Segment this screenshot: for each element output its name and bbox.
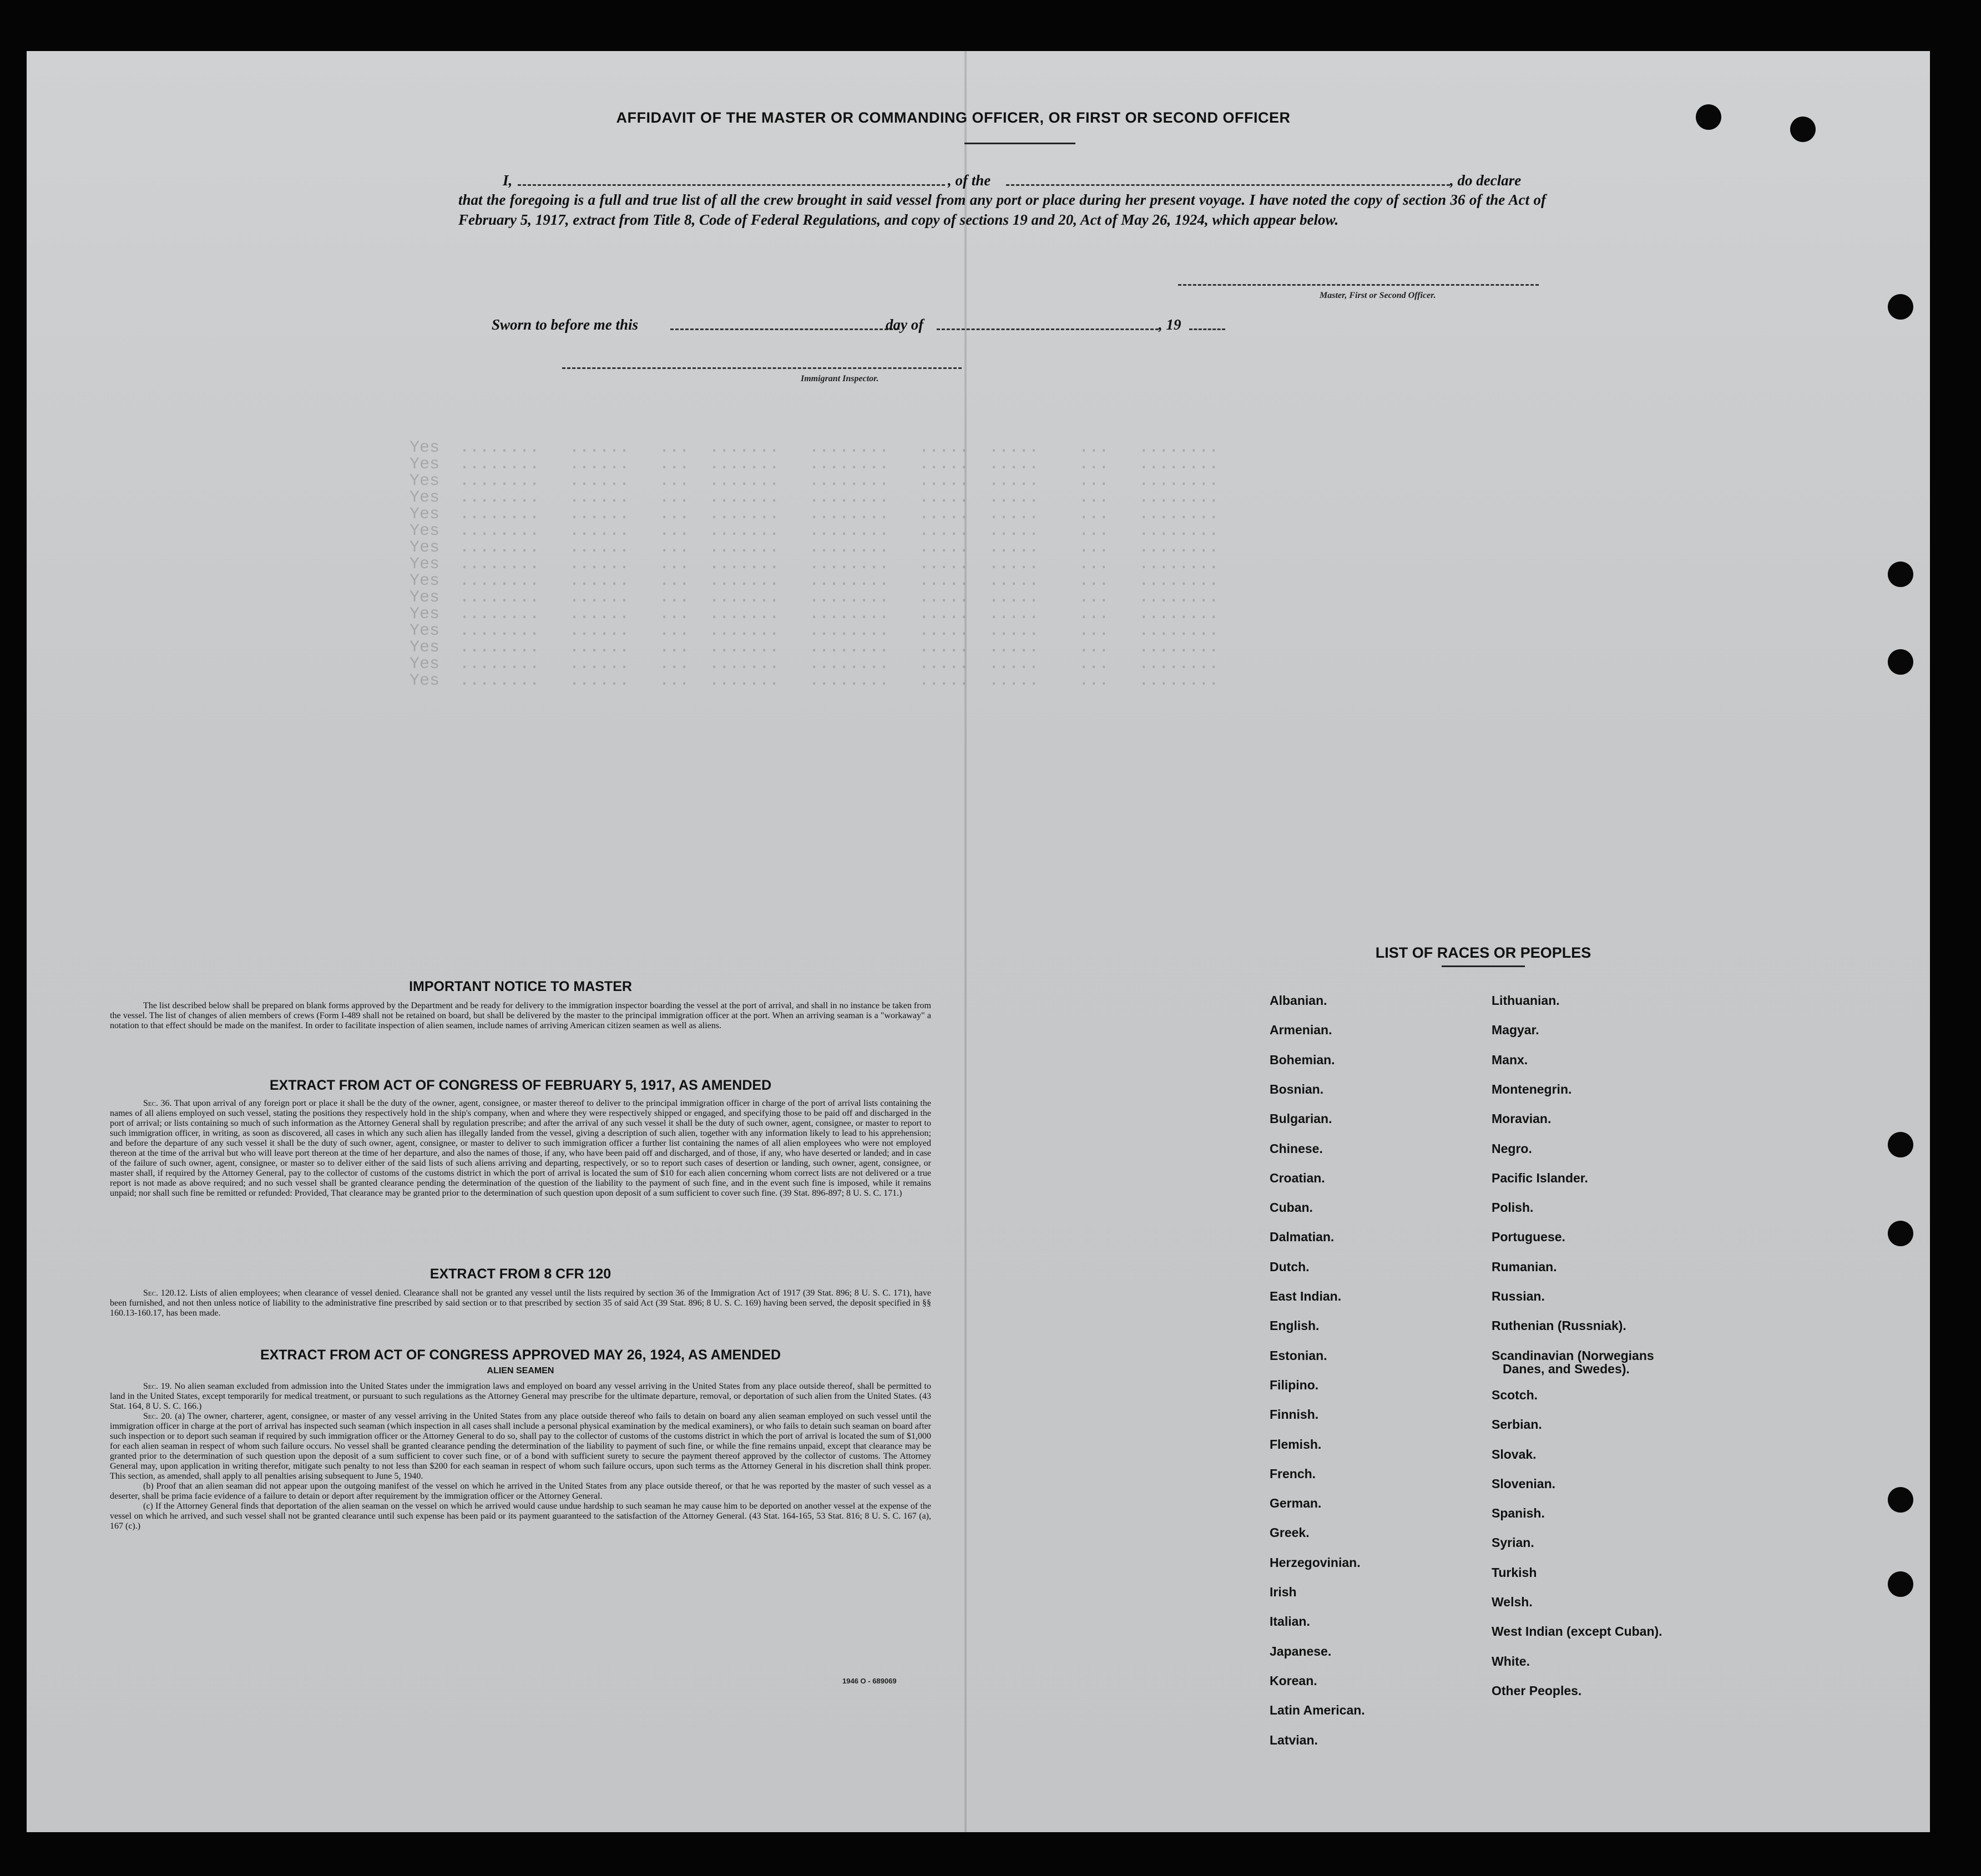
race-item: Slovenian. bbox=[1492, 1476, 1556, 1491]
affidavit-declare: , do declare bbox=[1450, 172, 1522, 189]
races-title-underline bbox=[1442, 965, 1525, 967]
race-item: Bosnian. bbox=[1270, 1081, 1324, 1096]
punch-hole bbox=[1888, 1221, 1913, 1246]
bleed-through-text: Yes ........ ...... ... ....... ........ ..... ..... ... ........ Yes ........ ...... ... ....... ........ ..... ..... ... ........ Yes ........ ...... ... ....... ........ ..... ..... ... ........ Yes ........ ...... ... ....... ........ ..... ..... ... ........ Yes ........ ...... ... ....... ........ ..... ..... ... ........ Yes ........ ...... ... ....... ........ ..... ..... ... ........ Yes ........ ...... ... ....... ........ ..... ..... ... ........ Yes ........ ...... ... ....... ........ ..... ..... ... ........ Yes ........ ...... ... ....... ........ ..... ..... ... ........ Yes ........ ...... ... ....... ........ ..... ..... ... ........ Yes ........ ...... ... ....... ........ ..... ..... ... ........ Yes ........ ...... ... ....... ........ ..... ..... ... ........ Yes ........ ...... ... ....... ........ ..... ..... ... ........ Yes ........ ...... ... ....... ........ ..... ..... ... ........ Yes ........ ...... ... ....... ........ ..... ..... ... ........ bbox=[410, 438, 1219, 690]
race-item: Magyar. bbox=[1492, 1023, 1539, 1038]
race-item: Scandinavian (Norwegians bbox=[1492, 1348, 1654, 1363]
extract2-section bbox=[110, 1288, 931, 1318]
affidavit-of-the: , of the bbox=[948, 172, 991, 189]
race-item: Moravian. bbox=[1492, 1111, 1552, 1126]
master-signature-field[interactable] bbox=[1178, 284, 1539, 286]
extract3-sec20a bbox=[110, 1412, 931, 1481]
punch-hole bbox=[1790, 117, 1816, 142]
race-item: Rumanian. bbox=[1492, 1259, 1557, 1274]
race-item: Syrian. bbox=[1492, 1535, 1534, 1550]
punch-hole bbox=[1888, 1487, 1913, 1513]
race-item: West Indian (except Cuban). bbox=[1492, 1624, 1662, 1639]
race-item: Chinese. bbox=[1270, 1141, 1323, 1156]
affidavit-i: I, bbox=[503, 172, 513, 189]
race-item: Negro. bbox=[1492, 1141, 1532, 1156]
inspector-label: Immigrant Inspector. bbox=[801, 374, 879, 383]
punch-hole bbox=[1696, 104, 1721, 130]
race-item: Albanian. bbox=[1270, 993, 1327, 1008]
declarant-name-field[interactable] bbox=[518, 184, 945, 186]
race-item: Armenian. bbox=[1270, 1023, 1332, 1038]
print-code: 1946 O - 689069 bbox=[842, 1677, 897, 1685]
extract3-body bbox=[110, 1382, 931, 1531]
race-item: Bohemian. bbox=[1270, 1052, 1335, 1067]
punch-hole bbox=[1888, 1571, 1913, 1597]
race-item: Irish bbox=[1270, 1585, 1297, 1599]
race-item: Bulgarian. bbox=[1270, 1111, 1332, 1126]
race-item: Slovak. bbox=[1492, 1447, 1537, 1462]
race-item: Ruthenian (Russniak). bbox=[1492, 1318, 1626, 1333]
race-item: Italian. bbox=[1270, 1614, 1310, 1629]
race-item: Herzegovinian. bbox=[1270, 1555, 1361, 1570]
day-of-label: day of bbox=[886, 316, 924, 333]
race-item: White. bbox=[1492, 1653, 1530, 1668]
race-item: Finnish. bbox=[1270, 1407, 1319, 1422]
race-item: Montenegrin. bbox=[1492, 1081, 1572, 1096]
race-item: Spanish. bbox=[1492, 1506, 1545, 1521]
race-item: Russian. bbox=[1492, 1289, 1545, 1303]
race-item: Pacific Islander. bbox=[1492, 1170, 1588, 1185]
sworn-month-field[interactable] bbox=[937, 328, 1159, 330]
vessel-name-field[interactable] bbox=[1006, 184, 1450, 186]
sworn-year-field[interactable] bbox=[1189, 328, 1225, 330]
center-fold bbox=[964, 51, 967, 1832]
extract1-sec-label: Sec. 36. bbox=[143, 1099, 172, 1108]
affidavit-title: AFFIDAVIT OF THE MASTER OR COMMANDING OFFICER, OR FIRST OR SECOND OFFICER bbox=[616, 109, 1291, 126]
extract3-title: EXTRACT FROM ACT OF CONGRESS APPROVED MAY 26, 1924, AS AMENDED bbox=[260, 1347, 781, 1363]
race-item: Korean. bbox=[1270, 1673, 1317, 1688]
race-item: Scotch. bbox=[1492, 1387, 1538, 1402]
notice-title: IMPORTANT NOTICE TO MASTER bbox=[409, 979, 632, 994]
extract2-text: Lists of alien employees; when clearance of vessel denied. Clearance shall not be granted any vessel until the lists required by section 36 of the Immigration Act of 1917 (39 Stat. 896; 8 U. S. C. 171), have been furnished, and not then unless notice of liability to the administrative fine prescribed by said section or to that prescribed by section 35 of said Act (39 Stat. 896; 8 U. S. C. 169) having been served, the deposit specified in §§ 160.13-160.17, has been made. bbox=[110, 1288, 931, 1318]
title-underline bbox=[964, 143, 1075, 144]
race-item: Serbian. bbox=[1492, 1417, 1542, 1432]
race-item: Other Peoples. bbox=[1492, 1683, 1582, 1698]
extract3-subtitle: ALIEN SEAMEN bbox=[487, 1366, 554, 1376]
extract2-title: EXTRACT FROM 8 CFR 120 bbox=[429, 1266, 612, 1282]
race-item: German. bbox=[1270, 1496, 1322, 1511]
race-item: Lithuanian. bbox=[1492, 993, 1560, 1008]
inspector-signature-field[interactable] bbox=[562, 367, 962, 369]
master-signature-label: Master, First or Second Officer. bbox=[1320, 291, 1436, 300]
race-item: Turkish bbox=[1492, 1565, 1537, 1580]
affidavit-body: that the foregoing is a full and true list of all the crew brought in said vessel from any port or place during her present voyage. I have noted the copy of section 36 of the Act of February 5, 1917, extract from Title 8, Code of Federal Regulations, and copy of sections 19 and 20, Act of May 26, 1924, which appear below. bbox=[458, 191, 1546, 228]
extract3-sec20c: (c) If the Attorney General finds that deportation of the alien seaman on the vessel on which he arrived would cause undue hardship to such seaman he may cause him to be deported on another vessel at the expense of the vessel on which he arrived, and such vessel shall not be granted clearance until such expense has been paid or its payment guaranteed to the satisfaction of the Attorney General. (43 Stat. 164-165, 53 Stat. 816; 8 U. S. C. 167 (a), 167 (c).) bbox=[110, 1501, 931, 1531]
sec20-label: Sec. 20. bbox=[143, 1412, 173, 1421]
race-item: Croatian. bbox=[1270, 1170, 1325, 1185]
race-item: Flemish. bbox=[1270, 1437, 1322, 1452]
race-item: English. bbox=[1270, 1318, 1320, 1333]
race-item: Estonian. bbox=[1270, 1348, 1327, 1363]
race-item: Latin American. bbox=[1270, 1703, 1365, 1718]
race-item: Japanese. bbox=[1270, 1644, 1332, 1658]
punch-hole bbox=[1888, 1132, 1913, 1157]
sworn-day-field[interactable] bbox=[670, 328, 898, 330]
extract1-text: That upon arrival of any foreign port or place it shall be the duty of the owner, agent, consignee, or master thereof to deliver to the principal immigration officer in charge of the port of arrival lists containing the names of all aliens employed on such vessel, stating the positions they respectively hold in the ship's company, when and where they were respectively shipped or engaged, and specifying those to be paid off and discharged in the port of arrival; or lists containing so much of such information as the Attorney General shall by regulation prescribe; and after the arrival of any such vessel it shall be the duty of such owner, agent, consignee, or master to report to such immigration officer, in writing, as soon as discovered, all cases in which any such alien has illegally landed from the vessel, giving a description of such alien, together with any information likely to lead to his apprehension; and before the departure of any such vessel it shall be the duty of such owner, agent, consignee, or master to deliver to such immigration officer a further list containing the names of all alien employees who were not employed thereon at the time of the arrival but who will leave port thereon at the time of her departure, and also the names of those, if any, who have been paid off and discharged, and of those, if any, who have deserted or landed; and in case of the failure of such owner, agent, consignee, or master so to deliver either of the said lists of such aliens arriving and departing, respectively, or so to report such cases of desertion or landing, such owner, agent, consignee, or master shall, if required by the Attorney General, pay to the collector of customs of the customs district in which the port of arrival is located the sum of $10 for each alien concerning whom correct lists are not delivered or a true report is not made as above required; and no such vessel shall be granted clearance pending the determination of the question of the liability to the payment of such fine, and in the event such fine is imposed, while it remains unpaid; nor shall such fine be remitted or refunded: Provided, That clearance may be granted prior to the determination of such question upon deposit of a sum sufficient to cover such fine. (39 Stat. 896-897; 8 U. S. C. 171.) bbox=[110, 1099, 931, 1198]
sec19-text: No alien seaman excluded from admission into the United States under the immigration laws and employed on board any vessel arriving in the United States from any place outside thereof, shall be permitted to land in the United States, except temporarily for medical treatment, or pursuant to such regulations as the Attorney General may prescribe for the ultimate departure, removal, or deportation of such alien from the United States. (43 Stat. 164, 8 U. S. C. 166.) bbox=[110, 1382, 931, 1411]
punch-hole bbox=[1888, 294, 1913, 320]
race-item: Cuban. bbox=[1270, 1200, 1313, 1215]
race-item: Greek. bbox=[1270, 1525, 1310, 1540]
sworn-label: Sworn to before me this bbox=[492, 316, 639, 333]
punch-hole bbox=[1888, 649, 1913, 675]
race-item: Dutch. bbox=[1270, 1259, 1310, 1274]
race-item: Dalmatian. bbox=[1270, 1230, 1335, 1245]
year-prefix: , 19 bbox=[1159, 316, 1181, 333]
form-sheet bbox=[27, 51, 1930, 1832]
race-item: French. bbox=[1270, 1466, 1316, 1481]
extract1-title: EXTRACT FROM ACT OF CONGRESS OF FEBRUARY 5, 1917, AS AMENDED bbox=[269, 1078, 772, 1093]
race-item: Latvian. bbox=[1270, 1732, 1318, 1747]
race-item: Welsh. bbox=[1492, 1595, 1533, 1609]
race-item: Manx. bbox=[1492, 1052, 1528, 1067]
race-item: Polish. bbox=[1492, 1200, 1534, 1215]
sec19-label: Sec. 19. bbox=[143, 1382, 172, 1391]
races-title: LIST OF RACES OR PEOPLES bbox=[1375, 944, 1591, 961]
race-item: Filipino. bbox=[1270, 1377, 1319, 1392]
sec20a-text: (a) The owner, charterer, agent, consignee, or master of any vessel arriving in the United States from any place outside thereof who fails to detain on board any alien seaman employed on such vessel until the immigration officer in charge at the port of arrival has inspected such seaman (which inspection in all cases shall include a personal physical examination by the medical examiners), or who fails to detain such seaman on board after such inspection or to deport such seaman if required by such immigration officer or the Attorney General to do so, shall pay to the collector of customs of the customs district in which the port of arrival is located the sum of $1,000 for each alien seaman in respect of whom such failure occurs. No vessel shall be granted clearance pending the determination of the liability to payment of such fine, or while the fine remains unpaid, except that clearance may be granted prior to the determination of such question upon the deposit of a sum sufficient to cover such fine, or of a bond with sufficient surety to secure the payment thereof approved by the collector of customs. The Attorney General may, upon application in writing therefor, mitigate such penalty to not less than $200 for each seaman in respect of whom such failure occurs, upon such terms as the Attorney General in his discretion shall think proper. This section, as amended, shall apply to all penalties arising subsequent to June 5, 1940. bbox=[110, 1412, 932, 1481]
extract3-sec20b: (b) Proof that an alien seaman did not appear upon the outgoing manifest of the vessel on which he arrived in the United States from any place outside thereof, or that he was reported by the master of such vessel as a deserter, shall be prima facie evidence of a failure to detain or deport after requirement by the immigration officer or the Attorney General. bbox=[110, 1481, 931, 1501]
extract2-sec-label: Sec. 120.12. bbox=[143, 1288, 188, 1298]
race-item: Danes, and Swedes). bbox=[1503, 1361, 1630, 1376]
race-item: East Indian. bbox=[1270, 1289, 1342, 1303]
punch-hole bbox=[1888, 562, 1913, 587]
extract1-section bbox=[110, 1099, 931, 1199]
notice-text: The list described below shall be prepared on blank forms approved by the Department and be ready for delivery to the immigration inspector boarding the vessel at the port of arrival, and shall in no instance be taken from the vessel. The list of changes of alien members of crews (Form I-489 shall not be retained on board, but shall be delivered by the master to the principal immigration officer at the port. When an arriving seaman is a "workaway" a notation to that effect should be made on the manifest. In order to facilitate inspection of alien seamen, include names of arriving American citizen seamen as well as aliens. bbox=[110, 1001, 931, 1030]
extract3-sec19 bbox=[110, 1382, 931, 1412]
race-item: Portuguese. bbox=[1492, 1230, 1565, 1245]
